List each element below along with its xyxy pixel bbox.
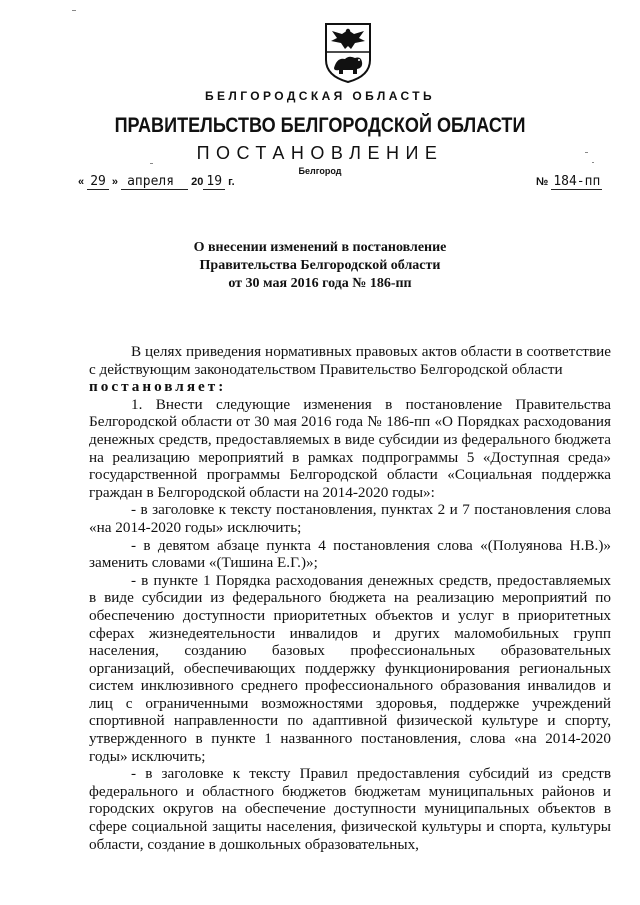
date-open-quote: « xyxy=(78,176,85,188)
resolves-line xyxy=(89,378,611,396)
subject-line-1: О внесении изменений в постановление xyxy=(193,240,447,255)
number-prefix: № xyxy=(536,176,549,188)
date-year-prefix: 20 xyxy=(191,176,204,188)
date-day: 29 xyxy=(87,174,109,190)
date-year-suffix: 19 xyxy=(203,174,225,190)
scan-speck xyxy=(150,163,153,164)
city-name: Белгород xyxy=(298,166,342,176)
paragraph-5: - в заголовке к тексту Правил предоставления субсидий из средств федерального и областного бюджетов бюджетам муниципальных районов и городских округов на обеспечение доступности муниципальных объектов в сфере социальной защиты населения, физической культуры и спорта, культуры области, создание в дошкольных образовательных, xyxy=(89,765,611,853)
document-subject xyxy=(0,239,640,293)
subject-line-2: Правительства Белгородской области xyxy=(199,258,441,273)
coat-of-arms-icon xyxy=(323,22,373,84)
region-name: БЕЛГОРОДСКАЯ ОБЛАСТЬ xyxy=(205,89,435,103)
document-number xyxy=(536,174,602,189)
document-date xyxy=(78,174,235,189)
paragraph-1: 1. Внести следующие изменения в постановление Правительства Белгородской области от 30 мая 2016 года № 186-пп «О Порядках расходования денежных средств, предоставляемых в виде субсидии из федерального бюджета на реализацию мероприятий в рамках подпрограммы 5 «Доступная среда» государственной программы Белгородской области «Социальная поддержка граждан в Белгородской области на 2014-2020 годы»: xyxy=(89,395,611,501)
scan-speck xyxy=(585,152,588,153)
intro-text: В целях приведения нормативных правовых актов области в соответствие с действующим законодательством Правительство Белгородской области xyxy=(89,343,611,378)
intro-paragraph xyxy=(89,343,611,378)
date-year-label: г. xyxy=(228,176,235,188)
paragraph-4: - в пункте 1 Порядка расходования денежных средств, предоставляемых в виде субсидии из федерального бюджета на реализацию мероприятий по обеспечению доступности приоритетных объектов и услуг в приоритетных сферах жизнедеятельности инвалидов и других маломобильных групп населения, созданию базовых профессиональных образовательных организаций, обеспечивающих поддержку функционирования региональных систем инклюзивного среднего профессионального образования инвалидов и лиц с ограниченными возможностями здоровья, поддержке учреждений спортивной направленности по адаптивной физической культуре и спорту, утвержденного в пункте 1 названного постановления, слова «на 2014-2020 годы» исключить; xyxy=(89,571,611,765)
document-type: ПОСТАНОВЛЕНИЕ xyxy=(196,143,444,163)
scan-speck xyxy=(72,10,76,11)
date-close-quote: » xyxy=(111,176,119,188)
number-value: 184-пп xyxy=(553,174,601,189)
scan-speck xyxy=(592,162,594,163)
document-body xyxy=(89,343,611,853)
government-title: ПРАВИТЕЛЬСТВО БЕЛГОРОДСКОЙ ОБЛАСТИ xyxy=(114,114,526,137)
date-month: апреля xyxy=(121,174,188,190)
paragraph-3: - в девятом абзаце пункта 4 постановления слова «(Полуянова Н.В.)» заменить словами «(Тишина Е.Г.)»; xyxy=(89,536,611,572)
subject-line-3: от 30 мая 2016 года № 186-пп xyxy=(228,276,412,291)
paragraph-2: - в заголовке к тексту постановления, пунктах 2 и 7 постановления слова «на 2014-2020 годы» исключить; xyxy=(89,501,611,536)
resolves-word: постановляет: xyxy=(89,378,227,396)
